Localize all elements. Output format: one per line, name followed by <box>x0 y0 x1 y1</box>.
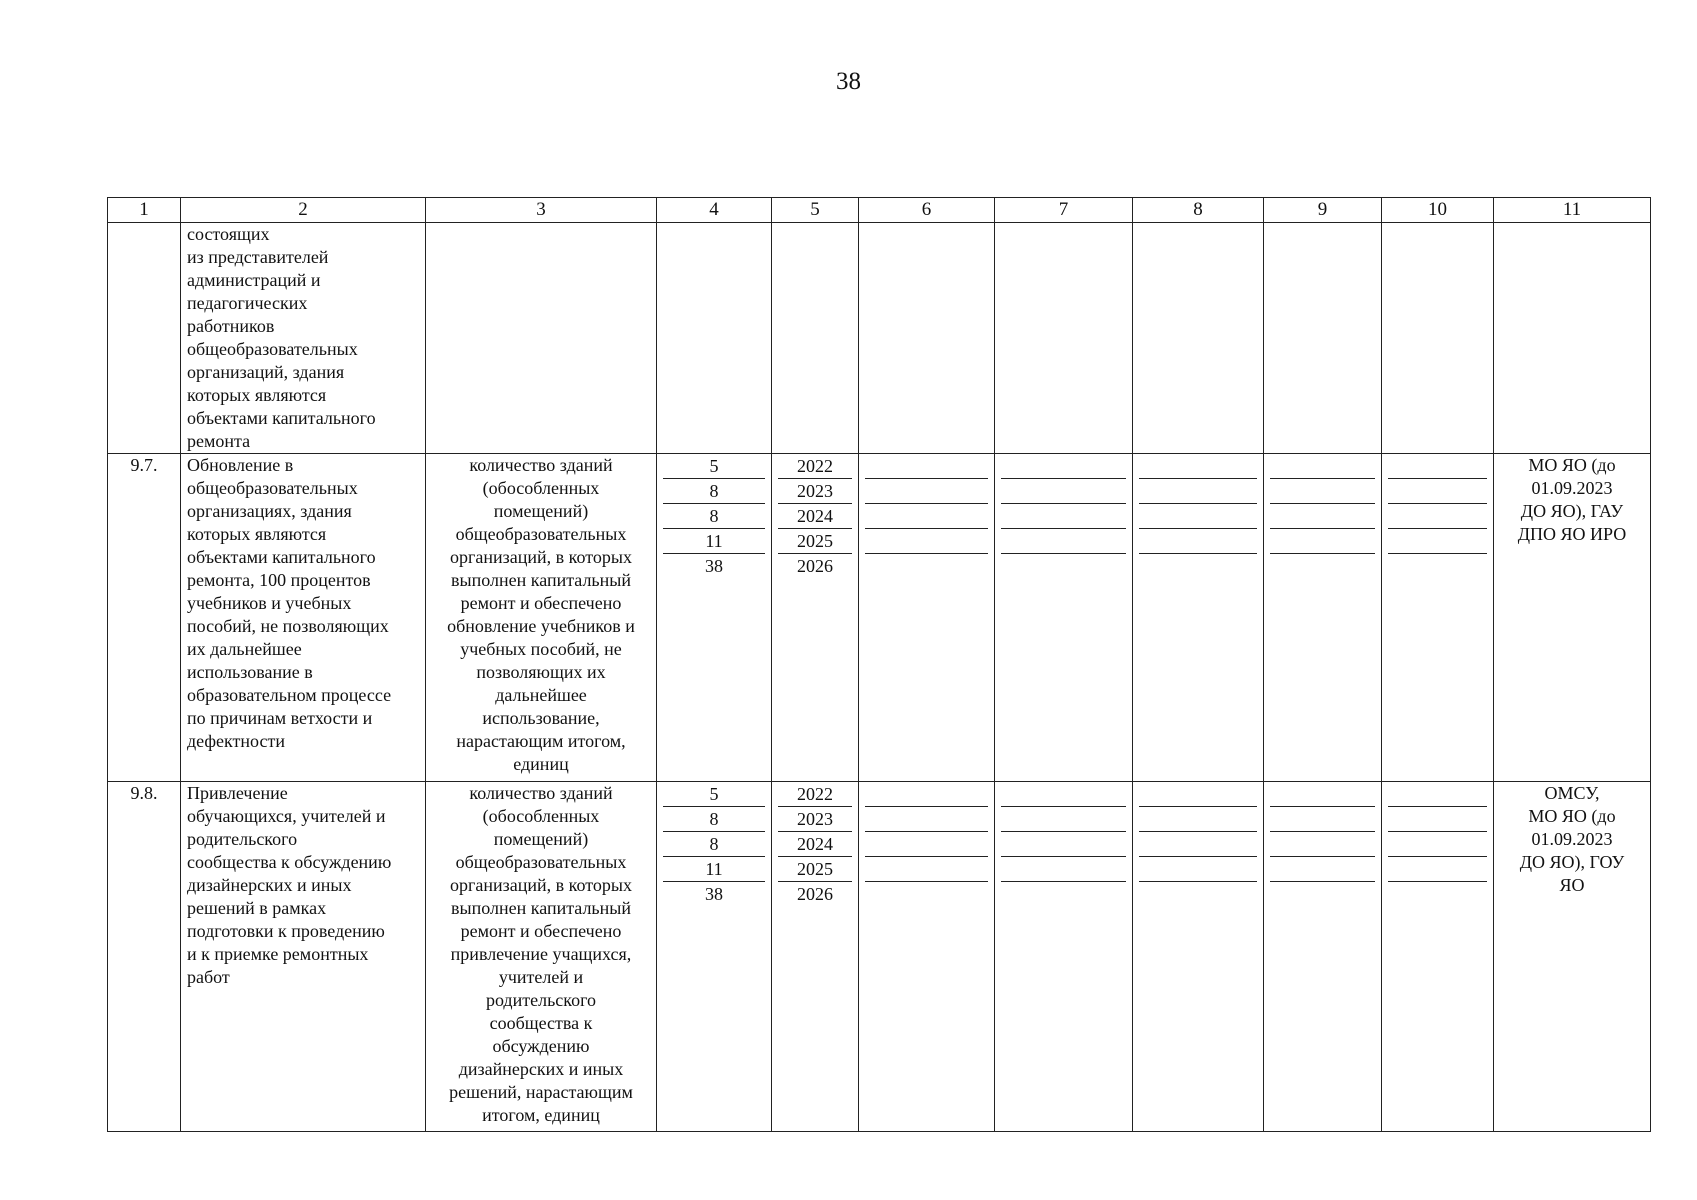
value-item: 38 <box>705 556 723 576</box>
col-header: 2 <box>181 198 426 223</box>
empty-cell <box>1133 223 1264 454</box>
value-item: 11 <box>663 857 765 882</box>
empty-split-cell <box>1382 782 1494 1132</box>
row-number: 9.8. <box>108 782 181 1132</box>
year-item: 2023 <box>778 807 852 832</box>
values-cell <box>657 454 772 782</box>
empty-split-cell <box>995 782 1133 1132</box>
row-responsible: МО ЯО (до 01.09.2023 ДО ЯО), ГАУ ДПО ЯО ИРО <box>1494 454 1651 782</box>
page-number: 38 <box>836 68 861 95</box>
col-header: 7 <box>995 198 1133 223</box>
empty-cell <box>1264 223 1382 454</box>
empty-split-cell <box>1133 782 1264 1132</box>
years-cell <box>772 454 859 782</box>
empty-split-cell <box>859 782 995 1132</box>
empty-split-cell <box>1382 454 1494 782</box>
value-item: 8 <box>663 479 765 504</box>
row-responsible: ОМСУ, МО ЯО (до 01.09.2023 ДО ЯО), ГОУ ЯО <box>1494 782 1651 1132</box>
empty-cell <box>426 223 657 454</box>
values-cell <box>657 782 772 1132</box>
col-header: 10 <box>1382 198 1494 223</box>
year-item: 2022 <box>778 454 852 479</box>
table-row <box>108 454 1651 782</box>
continuation-row <box>108 223 1651 454</box>
year-item: 2023 <box>778 479 852 504</box>
empty-split-cell <box>995 454 1133 782</box>
year-item: 2025 <box>778 857 852 882</box>
value-item: 8 <box>663 832 765 857</box>
col-header: 4 <box>657 198 772 223</box>
table-row <box>108 782 1651 1132</box>
empty-split-cell <box>1264 782 1382 1132</box>
empty-split-cell <box>1264 454 1382 782</box>
value-item: 8 <box>663 807 765 832</box>
value-item: 5 <box>663 454 765 479</box>
empty-split-cell <box>1133 454 1264 782</box>
year-item: 2026 <box>797 556 833 576</box>
empty-cell <box>995 223 1133 454</box>
row-description: Обновление в общеобразовательных организациях, здания которых являются объектами капитального ремонта, 100 процентов учебников и учебных пособий, не позволяющих их дальнейшее использование в образовательном процессе по причинам ветхости и дефектности <box>181 454 426 782</box>
header-row <box>108 198 1651 223</box>
value-item: 8 <box>663 504 765 529</box>
value-item: 11 <box>663 529 765 554</box>
empty-split-cell <box>859 454 995 782</box>
col-header: 5 <box>772 198 859 223</box>
year-item: 2024 <box>778 832 852 857</box>
col-header: 8 <box>1133 198 1264 223</box>
row-number <box>108 223 181 454</box>
years-cell <box>772 782 859 1132</box>
plan-table <box>107 197 1651 1132</box>
year-item: 2026 <box>797 884 833 904</box>
row-indicator: количество зданий (обособленных помещений) общеобразовательных организаций, в которых выполнен капитальный ремонт и обеспечено обновление учебников и учебных пособий, не позволяющих их дальнейшее использование, нарастающим итогом, единиц <box>426 454 657 782</box>
row-number: 9.7. <box>108 454 181 782</box>
row-indicator: количество зданий (обособленных помещений) общеобразовательных организаций, в которых выполнен капитальный ремонт и обеспечено привлечение учащихся, учителей и родительского сообщества к обсуждению дизайнерских и иных решений, нарастающим итогом, единиц <box>426 782 657 1132</box>
value-item: 5 <box>663 782 765 807</box>
col-header: 9 <box>1264 198 1382 223</box>
year-item: 2024 <box>778 504 852 529</box>
year-item: 2025 <box>778 529 852 554</box>
value-item: 38 <box>705 884 723 904</box>
year-item: 2022 <box>778 782 852 807</box>
row-description: Привлечение обучающихся, учителей и родительского сообщества к обсуждению дизайнерских и иных решений в рамках подготовки к проведению и к приемке ремонтных работ <box>181 782 426 1132</box>
col-header: 3 <box>426 198 657 223</box>
empty-cell <box>1494 223 1651 454</box>
empty-cell <box>657 223 772 454</box>
empty-cell <box>859 223 995 454</box>
empty-cell <box>772 223 859 454</box>
col-header: 1 <box>108 198 181 223</box>
row-description: состоящих из представителей администраций и педагогических работников общеобразовательных организаций, здания которых являются объектами капитального ремонта <box>181 223 426 454</box>
empty-cell <box>1382 223 1494 454</box>
col-header: 6 <box>859 198 995 223</box>
col-header: 11 <box>1494 198 1651 223</box>
